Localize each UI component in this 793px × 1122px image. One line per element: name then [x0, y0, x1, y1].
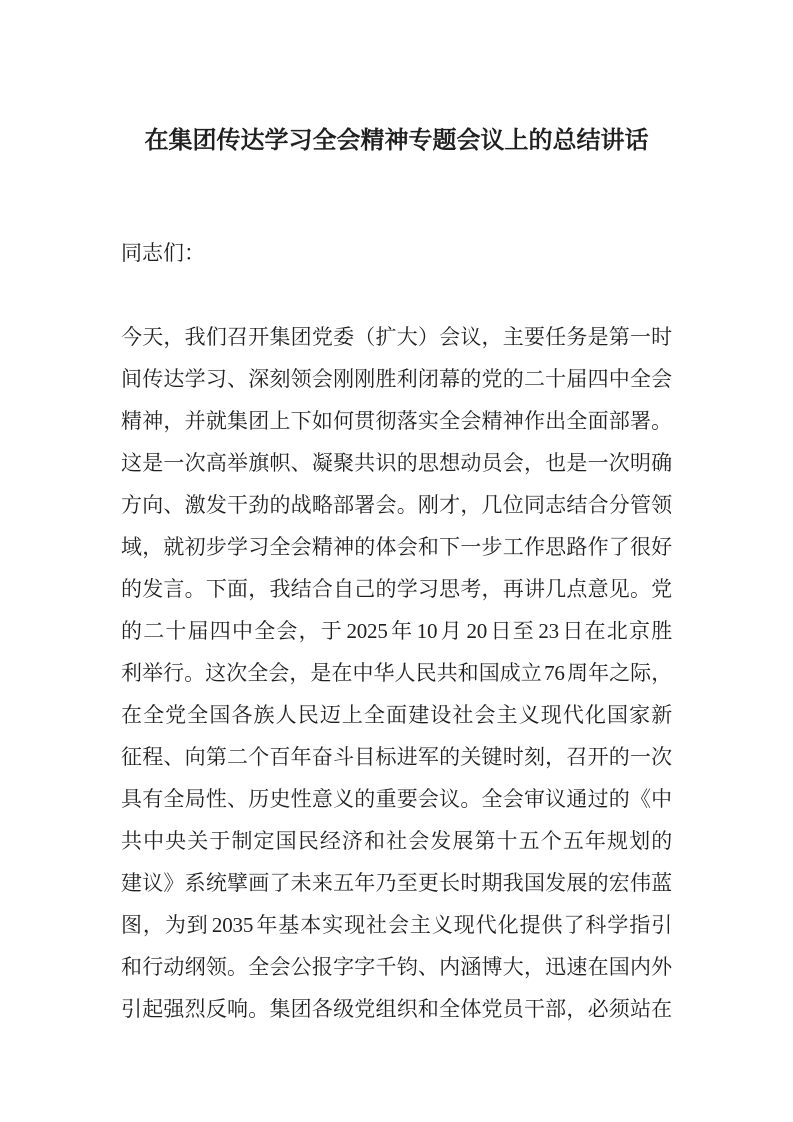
document-body	[121, 316, 672, 1030]
body-line: 和行动纲领。全会公报字字千钧、内涵博大，迅速在国内外	[121, 955, 672, 979]
body-line: 今天，我们召开集团党委（扩大）会议，主要任务是第一时	[121, 325, 672, 349]
body-line: 方向、激发干劲的战略部署会。刚才，几位同志结合分管领	[121, 493, 672, 517]
body-line: 引起强烈反响。集团各级党组织和全体党员干部，必须站在	[121, 997, 672, 1021]
body-line: 建议》系统擘画了未来五年乃至更长时期我国发展的宏伟蓝	[121, 871, 672, 895]
salutation-line: 同志们：	[121, 241, 205, 265]
body-line: 图，为到 2035 年基本实现社会主义现代化提供了科学指引	[121, 913, 672, 937]
body-line: 的发言。下面，我结合自己的学习思考，再讲几点意见。党	[121, 577, 672, 601]
body-line: 共中央关于制定国民经济和社会发展第十五个五年规划的	[121, 829, 672, 853]
body-line: 这是一次高举旗帜、凝聚共识的思想动员会，也是一次明确	[121, 451, 672, 475]
body-line: 间传达学习、深刻领会刚刚胜利闭幕的党的二十届四中全会	[121, 367, 672, 391]
body-line: 利举行。这次全会，是在中华人民共和国成立 76 周年之际，	[121, 661, 672, 685]
body-line: 征程、向第二个百年奋斗目标进军的关键时刻，召开的一次	[121, 745, 672, 769]
body-line: 的二十届四中全会，于 2025 年 10 月 20 日至 23 日在北京胜	[121, 619, 672, 643]
body-line: 具有全局性、历史性意义的重要会议。全会审议通过的《中	[121, 787, 672, 811]
body-line: 域，就初步学习全会精神的体会和下一步工作思路作了很好	[121, 535, 672, 559]
body-line: 在全党全国各族人民迈上全面建设社会主义现代化国家新	[121, 703, 672, 727]
document-title: 在集团传达学习全会精神专题会议上的总结讲话	[144, 128, 649, 154]
body-line: 精神，并就集团上下如何贯彻落实全会精神作出全面部署。	[121, 409, 672, 433]
